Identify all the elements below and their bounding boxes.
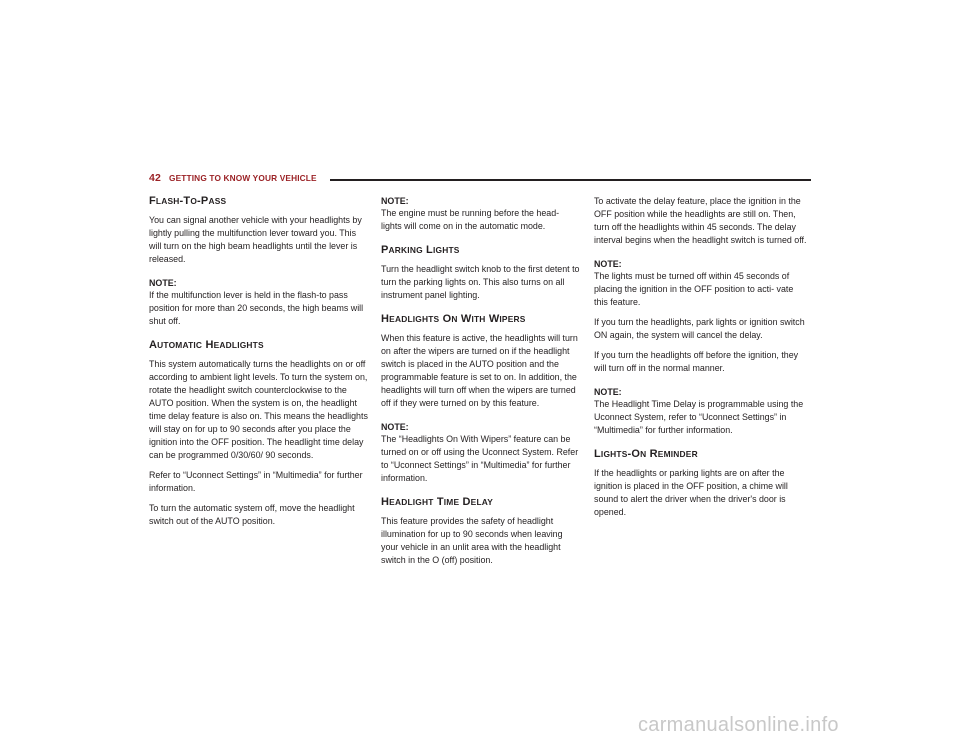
column-2 (381, 195, 581, 574)
note-text: If the multifunction lever is held in the flash-to pass position for more than 20 seconds, the high beams will shut off. (149, 290, 364, 326)
note-text: The Headlight Time Delay is programmable using the Uconnect System, refer to “Uconnect Settings” in “Multimedia” for further information. (594, 399, 804, 435)
page-header (149, 172, 811, 186)
page-number: 42 (149, 172, 162, 184)
headlights-wipers-paragraph: When this feature is active, the headlights will turn on after the wipers are turned on if the headlight switch is placed in the AUTO position and the programmable feature is set to on. In addition, the headlights will turn off when the wipers are turned off if they were turned on by this feature. (381, 333, 578, 408)
note-label: NOTE: (149, 278, 177, 288)
lights-on-reminder-paragraph: If the headlights or parking lights are on after the ignition is placed in the OFF position, a chime will sound to alert the driver when the driver's door is opened. (594, 468, 788, 517)
section-title: GETTING TO KNOW YOUR VEHICLE (169, 173, 317, 183)
note-label: NOTE: (381, 196, 409, 206)
delay-activate-paragraph: To activate the delay feature, place the ignition in the OFF position while the headlights are still on. Then, turn off the headlights within 45 seconds. The delay interval begins when the headlight switch is turned off. (594, 196, 807, 245)
heading-headlight-time-delay: HEADLIGHT TIME DELAY (381, 496, 494, 508)
parking-lights-paragraph: Turn the headlight switch knob to the first detent to turn the parking lights on. This also turns on all instrument panel lighting. (381, 264, 580, 300)
note-label: NOTE: (381, 422, 409, 432)
heading-lights-on-reminder: LIGHTS-ON REMINDER (594, 448, 698, 460)
note-label: NOTE: (594, 387, 622, 397)
note-text: The lights must be turned off within 45 seconds of placing the ignition in the OFF position to acti- vate this feature. (594, 271, 794, 307)
automatic-headlights-paragraph: This system automatically turns the headlights on or off according to ambient light levels. To turn the system on, rotate the headlight switch counterclockwise to the AUTO position. When the system is on, the headlight time delay feature is also on. This means the headlights will stay on for up to 90 seconds after you place the ignition into the OFF position. The headlight time delay can be programmed 0/30/60/ 90 seconds. (149, 359, 368, 460)
heading-automatic-headlights: AUTOMATIC HEADLIGHTS (149, 339, 264, 351)
column-3 (594, 195, 808, 526)
note-label: NOTE: (594, 259, 622, 269)
heading-flash-to-pass: FLASH-TO-PASS (149, 195, 227, 207)
heading-headlights-on-with-wipers: HEADLIGHTS ON WITH WIPERS (381, 313, 526, 325)
column-1 (149, 195, 369, 535)
note-text: The “Headlights On With Wipers” feature can be turned on or off using the Uconnect System. Refer to “Uconnect Settings” in “Multimedia” for further information. (381, 434, 579, 483)
delay-normal-paragraph: If you turn the headlights off before the ignition, they will turn off in the normal manner. (594, 350, 799, 373)
header-rule (330, 179, 811, 181)
flash-to-pass-paragraph: You can signal another vehicle with your headlights by lightly pulling the multifunction lever toward you. This will turn on the high beam headlights until the lever is released. (149, 215, 362, 264)
note-text: The engine must be running before the head- lights will come on in the automatic mode. (381, 208, 560, 231)
heading-parking-lights: PARKING LIGHTS (381, 244, 460, 256)
automatic-headlights-refer: Refer to “Uconnect Settings” in “Multimedia” for further information. (149, 470, 363, 493)
automatic-headlights-off: To turn the automatic system off, move the headlight switch out of the AUTO position. (149, 503, 355, 526)
delay-cancel-paragraph: If you turn the headlights, park lights or ignition switch ON again, the system will cancel the delay. (594, 317, 805, 340)
watermark: carmanualsonline.info (638, 714, 839, 736)
headlight-time-delay-paragraph: This feature provides the safety of headlight illumination for up to 90 seconds when leaving your vehicle in an unlit area with the headlight switch in the O (off) position. (381, 516, 563, 565)
